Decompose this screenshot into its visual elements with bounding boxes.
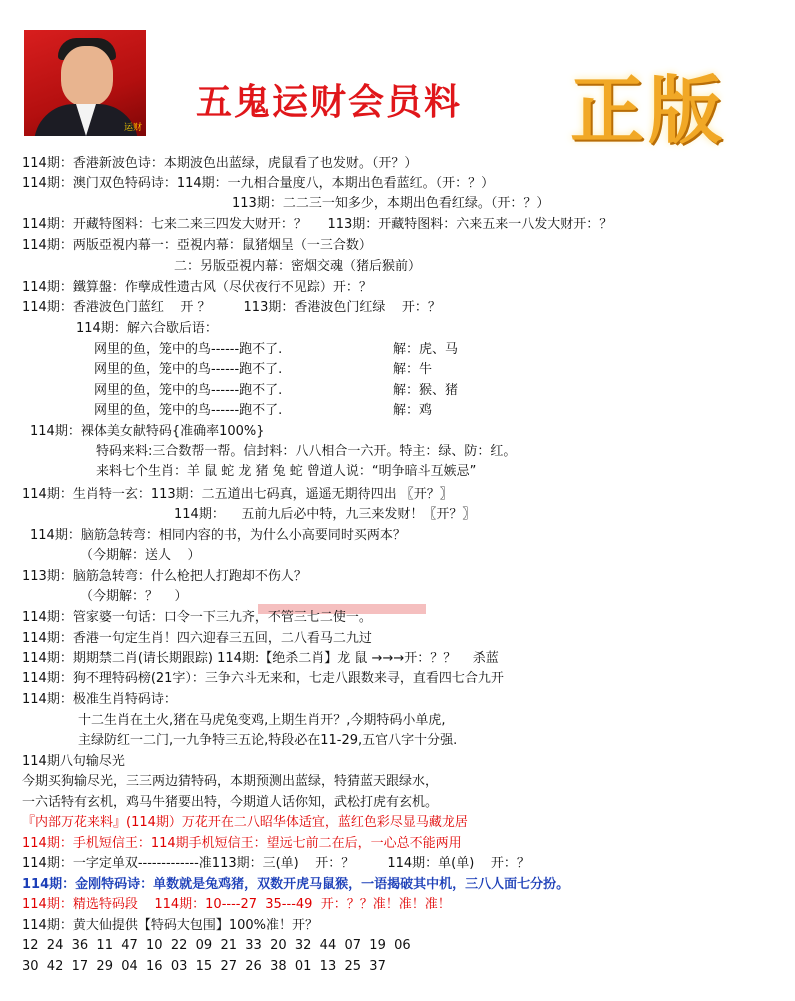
line-eight-sentences: 114期八句输尽光 <box>22 754 125 769</box>
riddle-answer-3: 解：猴、猪 <box>393 383 459 398</box>
line-teaser-answer-2: （今期解：？ ） <box>80 589 188 604</box>
line-eight-sentences-1: 今期买狗输尽光，三三两边猜特码，本期预测出蓝绿，特猜蓝天跟绿水， <box>22 774 439 789</box>
line-macau-color-poem: 114期：澳门双色特码诗：114期：一九相合量度八，本期出色看蓝红。（开：？） <box>22 176 495 191</box>
numbers-row-1: 12 24 36 11 47 10 22 09 21 33 20 32 44 07 19 06 <box>22 938 411 953</box>
page-title: 五鬼运财会员料 <box>196 81 463 123</box>
riddle-answer-1: 解：虎、马 <box>393 342 459 357</box>
line-king-kong-poem: 114期：金刚特码诗：单数就是兔鸡猪，双数开虎马鼠猴，一语揭破其中机，三八人面七分扮。 <box>22 877 570 892</box>
line-hk-color-poem: 114期：香港新波色诗：本期波色出蓝绿，虎鼠看了也发财。（开？） <box>22 156 418 171</box>
riddle-answer-4: 解：鸡 <box>393 403 433 418</box>
line-riddle-heading: 114期：解六合歇后语： <box>76 321 218 336</box>
line-hk-zodiac: 114期：香港一句定生肖！四六迎春三五回，二八看马二九过 <box>22 631 372 646</box>
line-odd-even: 114期：一字定单双-------------准113期：三(单) 开：？ 114期：单(单) 开：？ <box>22 856 530 871</box>
photo-signature: 运财 <box>123 123 142 133</box>
author-photo <box>24 30 146 136</box>
line-sms-king: 114期：手机短信王：114期手机短信王：望远七前二在后，一心总不能两用 <box>22 836 462 851</box>
line-seven-zodiacs: 来料七个生肖：羊 鼠 蛇 龙 猪 兔 蛇 曾道人说：“明争暗斗互嫉忌” <box>96 464 477 479</box>
line-teaser-answer-1: （今期解：送人 ） <box>80 548 201 563</box>
line-atv-inside-2: 二：另版亞視内幕：密烟交魂（猪后猴前） <box>174 259 422 274</box>
line-zodiac-mystery-2: 114期： 五前九后必中特，九三来发财！〖开？〗 <box>174 507 476 522</box>
line-hk-color-gate: 114期：香港波色门蓝红 开 ？ 113期：香港波色门红绿 开：？ <box>22 300 441 315</box>
line-zodiac-mystery-1: 114期：生肖特一玄：113期：二五道出七码真，遥遥无期待四出 〖开？〗 <box>22 487 453 502</box>
riddle-text-3: 网里的鱼，笼中的鸟------跑不了. <box>94 383 283 398</box>
riddle-answer-2: 解：牛 <box>393 362 433 377</box>
numbers-row-2: 30 42 17 29 04 16 03 15 27 26 38 01 13 25 37 <box>22 959 386 974</box>
line-code-range: 114期：精选特码段 114期：10----27 35---49 开：？？准！准！准！ <box>22 897 451 912</box>
line-ban-two-zodiacs: 114期：期期禁二肖(请长期跟踪) 114期:【绝杀二肖】龙 鼠 →→→开：？？ 杀蓝 <box>22 651 499 666</box>
line-beauty-code: 114期：裸体美女献特码{准确率100%} <box>30 424 265 439</box>
line-big-encircle: 114期：黄大仙提供【特码大包围】100%准！开？ <box>22 918 318 933</box>
line-abacus: 114期：鐵算盤：作孽成性遗古风（尽伏夜行不见踪）开：？ <box>22 280 372 295</box>
line-zodiac-poem-heading: 114期：极准生肖特码诗： <box>22 692 177 707</box>
riddle-text-1: 网里的鱼，笼中的鸟------跑不了. <box>94 342 283 357</box>
line-atv-inside-1: 114期：两版亞視内幕一：亞視内幕：鼠猪烟呈（一三合数） <box>22 238 372 253</box>
photo-face <box>61 46 113 106</box>
line-code-source: 特码来料:三合数帮一帮。信封料：八八相合一六开。特主：绿、防：红。 <box>96 444 517 459</box>
riddle-text-4: 网里的鱼，笼中的鸟------跑不了. <box>94 403 283 418</box>
genuine-stamp: 正版 <box>570 68 726 154</box>
line-zodiac-poem-1: 十二生肖在土火,猪在马虎兔变鸡,上期生肖开？,今期特码小单虎, <box>78 713 446 728</box>
line-internal-wanhua: 『内部万花来料』(114期）万花开在二八昭华体适宜，蓝红色彩尽显马藏龙居 <box>22 815 468 830</box>
line-open-chart: 114期：开藏特图料：七来二来三四发大财开：？ 113期：开藏特图料：六来五来一八发大财开：？ <box>22 217 613 232</box>
line-brain-teaser-2: 113期：脑筋急转弯：什么枪把人打跑却不伤人？ <box>22 569 307 584</box>
line-gouburi-board: 114期：狗不理特码榜(21字）：三争六斗无来和，七走八跟数来寻，直看四七合九开 <box>22 671 504 686</box>
line-zodiac-poem-2: 主绿防红一二门,一九争特三五论,特段必在11-29,五官八字十分强. <box>78 733 458 748</box>
line-eight-sentences-2: 一六话特有玄机，鸡马牛猪要出特，今期道人话你知，武松打虎有玄机。 <box>22 795 439 810</box>
riddle-text-2: 网里的鱼，笼中的鸟------跑不了. <box>94 362 283 377</box>
line-housekeeper: 114期：管家婆一句话：口令一下三九齐，不管三七二使一。 <box>22 610 372 625</box>
line-brain-teaser-1: 114期：脑筋急转弯：相同内容的书，为什么小高要同时买两本？ <box>30 528 406 543</box>
line-113-color-poem: 113期：二二三一知多少，本期出色看红绿。（开：？） <box>232 196 550 211</box>
